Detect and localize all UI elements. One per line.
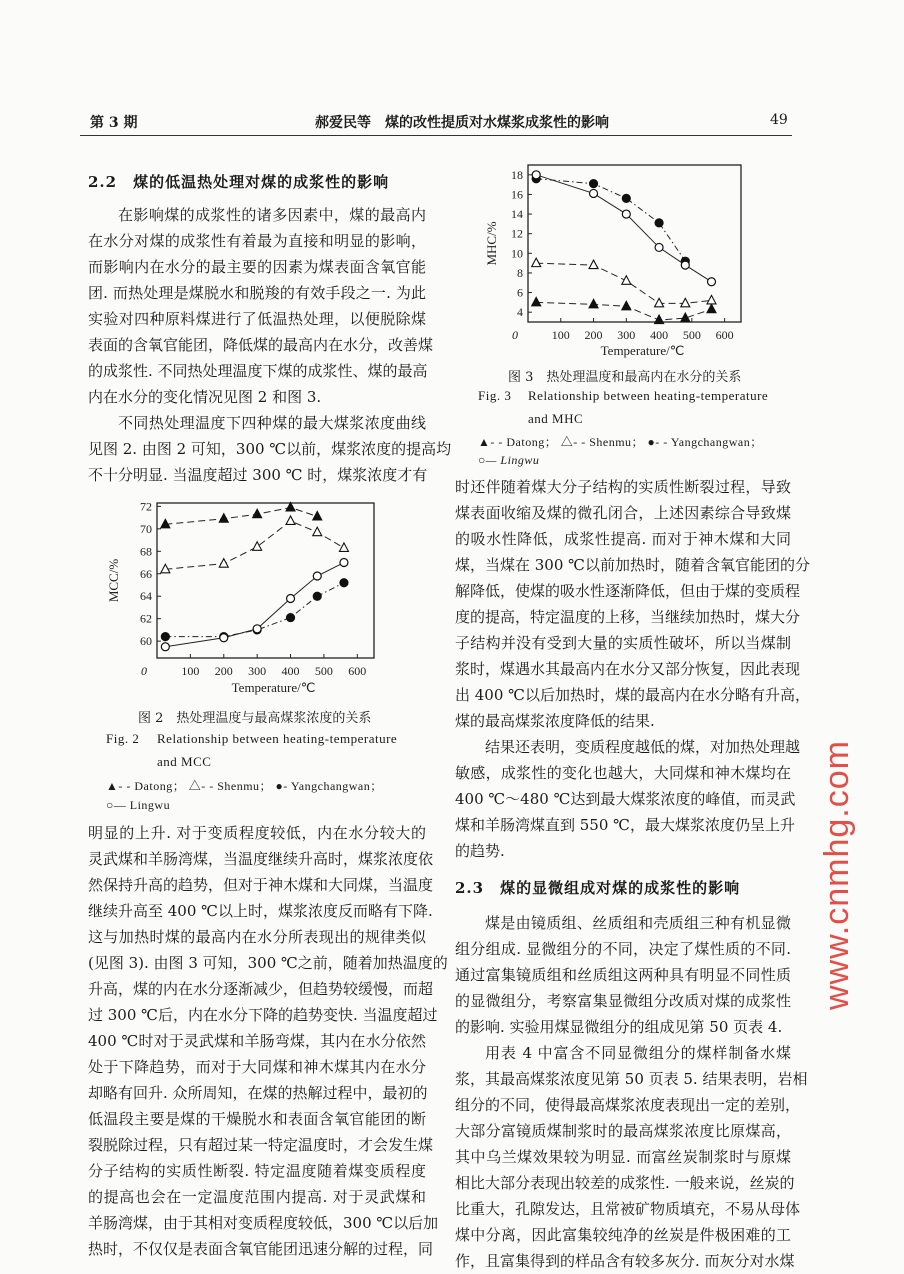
text-line: 结果还表明，变质程度越低的煤，对加热处理越 <box>485 738 801 756</box>
data-point-shenmu <box>622 276 631 285</box>
text-line: 却略有回升. 众所周知，在煤的热解过程中，最初的 <box>88 1084 428 1102</box>
text-line: 解降低，使煤的吸水性逐渐降低，但由于煤的变质程 <box>455 582 801 600</box>
data-point-datong <box>253 509 262 518</box>
x-tick-label: 600 <box>715 328 734 342</box>
text-line: 分子结构的实质性断裂. 特定温度随着煤变质程度 <box>88 1162 426 1180</box>
series-shenmu <box>161 516 349 573</box>
fig3-caption-en-2: and MHC <box>528 411 584 426</box>
y-tick-label: 10 <box>511 246 523 261</box>
y-tick-label: 12 <box>511 226 523 241</box>
fig2-chart <box>106 499 374 695</box>
x-tick-label: 100 <box>181 664 200 678</box>
data-point-lingwu <box>532 171 540 179</box>
y-tick-label: 4 <box>517 305 523 320</box>
x-tick-label: 400 <box>281 664 300 678</box>
y-tick-label: 66 <box>140 566 152 581</box>
text-line: 浆，其最高煤浆浓度见第 50 页表 5. 结果表明，岩相 <box>455 1070 808 1088</box>
text-line: 煤，当煤在 300 ℃以前加热时，随着含氧官能团的分 <box>455 556 810 574</box>
text-line: 400 ℃～480 ℃达到最大煤浆浓度的峰值，而灵武 <box>455 790 796 808</box>
x-tick-label: 600 <box>348 664 367 678</box>
origin-label: 0 <box>512 328 518 342</box>
x-tick-label: 200 <box>214 664 233 678</box>
text-line: 在影响煤的成浆性的诸多因素中，煤的最高内 <box>118 206 426 224</box>
text-line: 继续升高至 400 ℃以上时，煤浆浓度反而略有下降. <box>88 902 433 920</box>
text-line: 在水分对煤的成浆性有着最为直接和明显的影响， <box>88 232 426 250</box>
fig3-legend: ▲- - Datong； △- - Shenmu； ●- - Yangchangwan； <box>478 435 763 449</box>
text-line: 子结构并没有受到大量的实质性破坏，所以当煤制 <box>455 634 791 652</box>
series-datong <box>532 297 716 323</box>
text-line: 用表 4 中富含不同显微组分的煤样制备水煤 <box>485 1044 791 1062</box>
x-tick-label: 300 <box>248 664 267 678</box>
text-line: 的趋势. <box>455 842 505 860</box>
data-point-shenmu <box>286 516 295 525</box>
text-line: 团. 而热处理是煤脱水和脱羧的有效手段之一. 为此 <box>88 284 426 302</box>
data-point-datong <box>286 502 295 511</box>
fig3-caption-label: Fig. 3 <box>478 388 512 403</box>
text-line: 组分组成. 显微组分的不同，决定了煤性质的不同. <box>455 940 791 958</box>
x-tick-label: 100 <box>551 328 570 342</box>
y-tick-label: 72 <box>140 499 152 514</box>
text-line: 煤表面收缩及煤的微孔闭合，上述因素综合导致煤 <box>455 504 791 522</box>
text-line: 相比大部分表现出较差的成浆性. 一般来说，丝炭的 <box>455 1174 795 1192</box>
data-point-shenmu <box>253 542 262 551</box>
issue-number: 第 3 期 <box>90 115 138 131</box>
text-line: 度的提高，特定温度的上移，当继续加热时，煤大分 <box>455 608 801 626</box>
data-point-datong <box>313 511 322 520</box>
y-tick-label: 60 <box>140 634 152 649</box>
data-point-lingwu <box>708 278 716 286</box>
data-point-shenmu <box>589 260 598 269</box>
y-tick-label: 64 <box>140 589 152 604</box>
x-tick-label: 200 <box>584 328 603 342</box>
y-tick-label: 16 <box>511 187 523 202</box>
text-line: 浆时，煤遇水其最高内在水分又部分恢复，因此表现 <box>455 660 801 678</box>
text-line: 敏感，成浆性的变化也越大，大同煤和神木煤均在 <box>455 764 791 782</box>
text-line: 羊肠湾煤，由于其相对变质程度较低，300 ℃以后加 <box>88 1214 439 1232</box>
text-line: 这与加热时煤的最高内在水分所表现出的规律类似 <box>88 928 426 946</box>
text-line: 比重大，孔隙发达，且常被矿物质填充，不易从母体 <box>455 1200 801 1218</box>
fig2-caption-en-2: and MCC <box>157 754 212 769</box>
data-point-yangchangwan <box>655 219 663 227</box>
fig3-chart <box>484 165 741 358</box>
section-2-3-heading: 2.3 煤的显微组成对煤的成浆性的影响 <box>455 879 741 897</box>
data-point-datong <box>532 297 541 306</box>
data-point-datong <box>707 304 716 313</box>
data-point-lingwu <box>161 643 169 651</box>
text-line: 400 ℃时对于灵武煤和羊肠弯煤，其内在水分依然 <box>88 1032 426 1050</box>
text-line: 时还伴随着煤大分子结构的实质性断裂过程，导致 <box>455 478 791 496</box>
y-tick-label: 70 <box>140 521 152 536</box>
text-line: 的提高也会在一定温度范围内提高. 对于灵武煤和 <box>88 1188 426 1206</box>
data-point-lingwu <box>220 634 228 642</box>
data-point-datong <box>589 299 598 308</box>
text-line: 升高，煤的内在水分逐渐减少，但趋势较缓慢，而超 <box>88 980 434 998</box>
y-tick-label: 68 <box>140 544 152 559</box>
text-line: 而影响内在水分的最主要的因素为煤表面含氧官能 <box>88 258 426 276</box>
fig3-legend-lingwu: ○— Lingwu <box>478 453 540 467</box>
text-line: 作，且富集得到的样品含有较多灰分. 而灰分对水煤 <box>455 1252 795 1270</box>
x-tick-label: 300 <box>617 328 636 342</box>
text-line: 明显的上升. 对于变质程度较低，内在水分较大的 <box>88 824 426 842</box>
fig3-caption-en: Relationship between heating-temperature <box>528 388 769 403</box>
fig2-caption-en: Relationship between heating-temperature <box>157 731 398 746</box>
text-line: 见图 2. 由图 2 可知，300 ℃以前，煤浆浓度的提高均 <box>88 440 452 458</box>
text-line: 表面的含氧官能团，降低煤的最高内在水分，改善煤 <box>88 336 434 354</box>
x-tick-label: 400 <box>650 328 669 342</box>
running-title: 郝爱民等 煤的改性提质对水煤浆成浆性的影响 <box>315 115 609 131</box>
text-line: 灵武煤和羊肠湾煤，当温度继续升高时，煤浆浓度依 <box>88 850 434 868</box>
data-point-yangchangwan <box>590 180 598 188</box>
text-line: 通过富集镜质组和丝质组这两种具有明显不同性质 <box>455 966 791 984</box>
text-line: 的影响. 实验用煤显微组分的组成见第 50 页表 4. <box>455 1018 783 1036</box>
text-line: 出 400 ℃以后加热时，煤的最高内在水分略有升高， <box>455 686 810 704</box>
plot-frame <box>528 165 741 322</box>
data-point-lingwu <box>590 189 598 197</box>
data-point-lingwu <box>253 625 261 633</box>
watermark: www.cnmhg.com <box>818 740 856 1010</box>
x-tick-label: 500 <box>682 328 701 342</box>
data-point-lingwu <box>287 594 295 602</box>
series-lingwu <box>532 171 715 286</box>
data-point-shenmu <box>532 258 541 267</box>
text-line: 低温段主要是煤的干燥脱水和表面含氧官能团的断 <box>88 1110 426 1128</box>
text-line: 组分的不同，使得最高煤浆浓度表现出一定的差别， <box>455 1096 801 1114</box>
page-number: 49 <box>770 112 788 128</box>
fig2-legend: ▲- - Datong； △- - Shenmu； ●- Yangchangwan； <box>106 779 383 793</box>
y-tick-label: 18 <box>511 167 523 182</box>
data-point-lingwu <box>313 572 321 580</box>
fig2-caption-label: Fig. 2 <box>106 731 140 746</box>
section-2-2-heading: 2.2 煤的低温热处理对煤的成浆性的影响 <box>88 173 390 191</box>
data-point-shenmu <box>339 543 348 552</box>
text-line: 然保持升高的趋势，但对于神木煤和大同煤，当温度 <box>88 876 434 894</box>
data-point-yangchangwan <box>313 592 321 600</box>
data-point-lingwu <box>622 210 630 218</box>
origin-label: 0 <box>141 664 147 678</box>
text-line: 不十分明显. 当温度超过 300 ℃ 时，煤浆浓度才有 <box>88 466 428 484</box>
fig2-caption-cn: 图 2 热处理温度与最高煤浆浓度的关系 <box>138 711 372 726</box>
text-line: 煤的最高煤浆浓度降低的结果. <box>455 712 655 730</box>
text-line: 不同热处理温度下四种煤的最大煤浆浓度曲线 <box>118 414 426 432</box>
text-line: 大部分富镜质煤制浆时的最高煤浆浓度比原煤高， <box>455 1122 791 1140</box>
y-tick-label: 14 <box>511 207 523 222</box>
y-tick-label: 6 <box>517 285 523 300</box>
text-line: 煤中分离，因此富集较纯净的丝炭是件极困难的工 <box>455 1226 791 1244</box>
data-point-yangchangwan <box>287 614 295 622</box>
text-line: 内在水分的变化情况见图 2 和图 3. <box>88 388 322 406</box>
data-point-shenmu <box>219 559 228 568</box>
y-tick-label: 62 <box>140 611 152 626</box>
text-line: 裂脱除过程，只有超过某一特定温度时，才会发生煤 <box>88 1136 434 1154</box>
text-line: 热时，不仅仅是表面含氧官能团迅速分解的过程，同 <box>88 1240 434 1258</box>
text-line: 过 300 ℃后，内在水分下降的趋势变快. 当温度超过 <box>88 1006 438 1024</box>
data-point-lingwu <box>340 559 348 567</box>
text-line: 实验对四种原料煤进行了低温热处理，以便脱除煤 <box>88 310 426 328</box>
text-line: 的吸水性降低，成浆性提高. 而对于神木煤和大同 <box>455 530 791 548</box>
text-line: 其中乌兰煤效果较为明显. 而富丝炭制浆时与原煤 <box>455 1148 791 1166</box>
text-line: 煤和羊肠湾煤直到 550 ℃，最大煤浆浓度仍呈上升 <box>455 816 795 834</box>
y-axis-label: MCC/% <box>106 558 121 603</box>
text-line: 煤是由镜质组、丝质组和壳质组三种有机显微 <box>485 914 791 932</box>
x-axis-label: Temperature/℃ <box>231 680 316 695</box>
data-point-shenmu <box>655 298 664 307</box>
data-point-yangchangwan <box>161 633 169 641</box>
data-point-lingwu <box>655 243 663 251</box>
data-point-shenmu <box>707 295 716 304</box>
y-tick-label: 8 <box>517 265 523 280</box>
data-point-shenmu <box>313 527 322 536</box>
data-point-datong <box>655 315 664 324</box>
data-point-lingwu <box>681 261 689 269</box>
x-axis-label: Temperature/℃ <box>600 343 685 358</box>
fig2-legend-lingwu: ○— Lingwu <box>106 798 171 812</box>
data-point-shenmu <box>681 298 690 307</box>
x-tick-label: 500 <box>314 664 333 678</box>
y-axis-label: MHC/% <box>484 221 499 266</box>
text-line: 处于下降趋势，而对于大同煤和神木煤其内在水分 <box>88 1058 426 1076</box>
data-point-yangchangwan <box>622 194 630 202</box>
text-line: 的成浆性. 不同热处理温度下煤的成浆性、煤的最高 <box>88 362 428 380</box>
text-line: 的显微组分，考察富集显微组分改质对煤的成浆性 <box>455 992 791 1010</box>
data-point-yangchangwan <box>340 579 348 587</box>
fig3-caption-cn: 图 3 热处理温度和最高内在水分的关系 <box>508 370 742 385</box>
text-line: (见图 3). 由图 3 可知，300 ℃之前，随着加热温度的 <box>88 954 448 972</box>
data-point-datong <box>622 301 631 310</box>
